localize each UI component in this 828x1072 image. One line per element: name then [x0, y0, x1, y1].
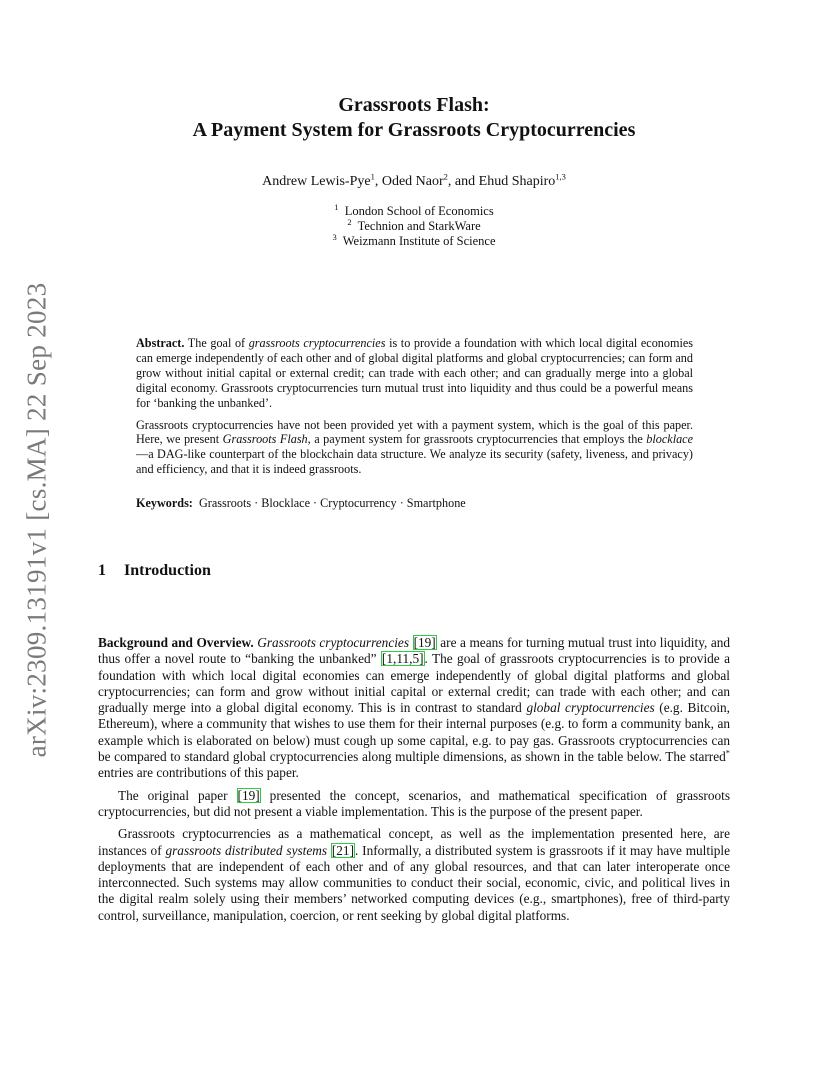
keywords-label: Keywords: — [136, 496, 193, 510]
author-separator: , — [374, 174, 382, 189]
body-paragraph-2 — [98, 788, 730, 821]
section-heading — [98, 562, 211, 580]
text-run: . The goal of grassroots cryptocurrencies is to provide a foundation with which local digital economies can emerge independently of global digital platforms and global cryptocurrencies; can form and grow without initial capital or external credit; can trade with each other; and can gradually merge into a global digital economy. This is in contrast to standard — [98, 651, 730, 716]
affiliation-item — [0, 201, 828, 219]
author-affil-marker: 1 — [370, 171, 375, 182]
text-run: are a means for turning mutual trust into liquidity, and thus offer a novel route to “banking the unbanked” — [98, 635, 731, 667]
affiliation-marker: 1 — [334, 201, 339, 212]
text-run: Grassroots cryptocurrencies as a mathematical concept, as well as the implementation presented here, are instances of — [98, 826, 730, 858]
text-run: presented the concept, scenarios, and mathematical specification of grassroots cryptocurrencies, but did not present a viable implementation. This is the purpose of the present paper. — [98, 787, 730, 819]
text-run: (e.g. Bitcoin, Ethereum), where a community that wishes to use them for their internal purposes (e.g. to form a community bank, an example which is elaborated on below) must cough up some capital, e.g. to pay gas. Grassroots cryptocurrencies can be compared to standard global cryptocurrencies along multiple dimensions, as shown in the table below. The starred — [98, 700, 731, 765]
keyword-separator: · — [310, 496, 321, 510]
affiliation-item — [0, 231, 828, 249]
affiliation-marker: 3 — [332, 231, 337, 242]
affiliation-marker: 2 — [347, 216, 352, 227]
affiliation-item — [0, 216, 828, 234]
paragraph-heading: Background and Overview. — [98, 635, 254, 650]
abstract-paragraph-1 — [136, 336, 693, 411]
keyword-item: Blocklace — [261, 496, 310, 510]
author-separator: , and — [447, 174, 479, 189]
emphasis-text: global cryptocurrencies — [526, 700, 655, 716]
citation-link[interactable]: [19] — [413, 635, 436, 650]
citation-link[interactable]: [1,11,5] — [381, 651, 424, 667]
citation-link[interactable]: [19] — [237, 787, 260, 803]
section-number: 1 — [98, 562, 106, 579]
text-run: , a payment system for grassroots cryptocurrencies that employs the — [307, 432, 647, 447]
text-run: The original paper — [118, 787, 237, 803]
affiliation-name: Weizmann Institute of Science — [342, 234, 496, 248]
section-title: Introduction — [124, 562, 211, 579]
keyword-item: Smartphone — [406, 496, 466, 510]
abstract — [136, 336, 693, 484]
text-run: Grassroots cryptocurrencies have not been provided yet with a payment system, which is the goal of this paper. Here, we present — [136, 417, 693, 447]
arxiv-identifier-text: arXiv:2309.13191v1 [cs.MA] 22 Sep 2023 — [21, 282, 52, 758]
emphasis-text: grassroots cryptocurrencies — [248, 336, 386, 350]
author-name: Andrew Lewis-Pye — [262, 174, 371, 189]
text-run: —a DAG-like counterpart of the blockchain data structure. We analyze its security (safety, liveness, and privacy) and efficiency, and that it is indeed grassroots. — [136, 447, 693, 477]
author-affil-marker: 2 — [443, 171, 448, 182]
title-line-2: A Payment System for Grassroots Cryptocurrencies — [192, 119, 636, 141]
keyword-separator: · — [396, 496, 407, 510]
keyword-separator: · — [251, 496, 262, 510]
affiliation-name: Technion and StarkWare — [357, 219, 481, 233]
body-paragraph-3 — [98, 826, 730, 924]
paper-title — [0, 93, 828, 143]
keyword-item: Cryptocurrency — [320, 496, 397, 510]
author-list — [0, 171, 828, 190]
text-run: . Informally, a distributed system is grassroots if it may have multiple deployments that are independent of each other and of any global resources, and that can later interoperate once interconnected. Such systems may allow communities to conduct their social, economic, civic, and political lives in the digital realm solely using their members’ networked computing devices (e.g., smartphones), free of third-party control, surveillance, manipulation, coercion, or rent seeking by global digital platforms. — [98, 842, 731, 923]
text-run: entries are contributions of this paper. — [98, 765, 299, 781]
author-name: Ehud Shapiro — [478, 174, 556, 189]
keywords — [136, 496, 693, 511]
emphasis-text: blocklace — [646, 432, 693, 447]
arxiv-identifier-stamp — [22, 280, 52, 760]
text-run: is to provide a foundation with which local digital economies can emerge independently of each other and of global digital platforms and global cryptocurrencies; can form and grow without initial capital or external credit; can trade with each other; and can gradually merge into a global digital economy. Grassroots cryptocurrencies turn mutual trust into liquidity and thus could be a powerful means for ‘banking the unbanked’. — [136, 336, 693, 410]
citation-link[interactable]: [21] — [331, 842, 355, 858]
abstract-label: Abstract. — [136, 336, 185, 350]
emphasis-text: Grassroots Flash — [222, 432, 308, 447]
affiliation-list — [0, 201, 828, 249]
affiliation-name: London School of Economics — [344, 204, 494, 218]
star-marker: * — [725, 747, 730, 758]
body-text — [98, 635, 730, 930]
title-line-1: Grassroots Flash: — [338, 94, 490, 116]
keyword-item: Grassroots — [198, 496, 252, 510]
abstract-paragraph-2 — [136, 418, 693, 478]
author-name: Oded Naor — [381, 174, 444, 189]
emphasis-text: Grassroots cryptocurrencies — [257, 635, 410, 650]
text-run: The goal of — [184, 336, 249, 350]
author-affil-marker: 1,3 — [555, 171, 566, 182]
emphasis-text: grassroots distributed systems — [165, 842, 328, 858]
body-paragraph-1 — [98, 635, 730, 782]
